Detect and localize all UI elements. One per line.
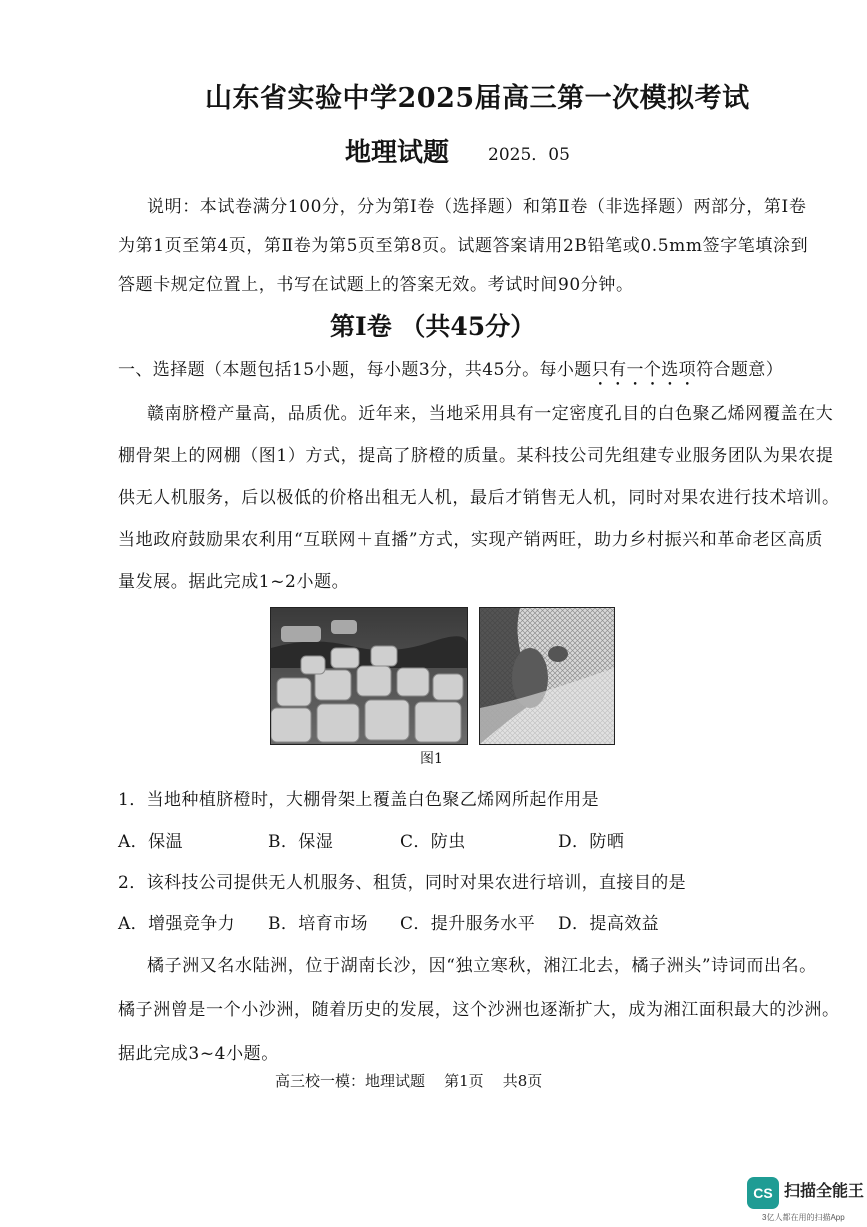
page-footer: 高三校一模：地理试题 第1页 共8页 [275,1072,543,1090]
figure1-photo-net-closeup [479,607,615,745]
passage2-line-3: 据此完成3~4小题。 [118,1044,279,1064]
instruction-line-3: 答题卡规定位置上，书写在试题上的答案无效。考试时间90分钟。 [118,275,634,295]
question-1-stem: 1．当地种植脐橙时，大棚骨架上覆盖白色聚乙烯网所起作用是 [118,790,600,810]
question-2-option-c: C．提升服务水平 [400,914,536,934]
passage1-line-1: 赣南脐橙产量高，品质优。近年来，当地采用具有一定密度孔目的白色聚乙烯网覆盖在大 [147,404,834,424]
part-heading-prefix: 一、选择题（本题包括15小题，每小题3分，共45分。每小题 [118,360,592,380]
question-2-stem: 2．该科技公司提供无人机服务、租赁，同时对果农进行培训，直接目的是 [118,873,687,893]
question-1-option-c: C．防虫 [400,832,466,852]
part-heading-emphasis: 只有一个选项 [591,360,697,380]
instruction-line-1: 说明：本试卷满分100分，分为第Ⅰ卷（选择题）和第Ⅱ卷（非选择题）两部分，第Ⅰ卷 [147,197,807,217]
exam-date: 2025．05 [488,145,570,165]
question-2-option-d: D．提高效益 [558,914,660,934]
question-1-option-d: D．防晒 [558,832,625,852]
question-1-option-b: B．保湿 [268,832,334,852]
exam-title: 山东省实验中学2025届高三第一次模拟考试 [205,83,750,114]
question-2-option-a: A．增强竞争力 [118,914,236,934]
part-heading [118,355,783,390]
figure1-photo-net-orchard [270,607,468,745]
camscanner-logo: CS [747,1177,779,1209]
section-title: 第Ⅰ卷 （共45分） [330,312,536,341]
passage1-line-3: 供无人机服务，后以极低的价格出租无人机，最后才销售无人机，同时对果农进行技术培训。 [118,488,840,508]
figure1-caption: 图1 [420,751,443,767]
instruction-line-2: 为第1页至第4页，第Ⅱ卷为第5页至第8页。试题答案请用2B铅笔或0.5mm签字笔填涂到 [118,236,809,256]
passage1-line-2: 棚骨架上的网棚（图1）方式，提高了脐橙的质量。某科技公司先组建专业服务团队为果农提 [118,446,834,466]
question-2-option-b: B．培育市场 [268,914,368,934]
part-heading-suffix: 符合题意） [696,360,784,380]
passage2-line-2: 橘子洲曾是一个小沙洲，随着历史的发展，这个沙洲也逐渐扩大，成为湘江面积最大的沙洲。 [118,1000,840,1020]
question-1-option-a: A．保温 [118,832,183,852]
passage1-line-4: 当地政府鼓励果农利用“互联网＋直播”方式，实现产销两旺，助力乡村振兴和革命老区高质 [118,530,823,550]
camscanner-tagline: 3亿人都在用的扫描App [762,1213,845,1222]
passage1-line-5: 量发展。据此完成1~2小题。 [118,572,350,592]
passage2-line-1: 橘子洲又名水陆洲，位于湖南长沙，因“独立寒秋，湘江北去，橘子洲头”诗词而出名。 [147,956,817,976]
subject-title: 地理试题 [345,138,450,168]
camscanner-name: 扫描全能王 [784,1183,865,1200]
